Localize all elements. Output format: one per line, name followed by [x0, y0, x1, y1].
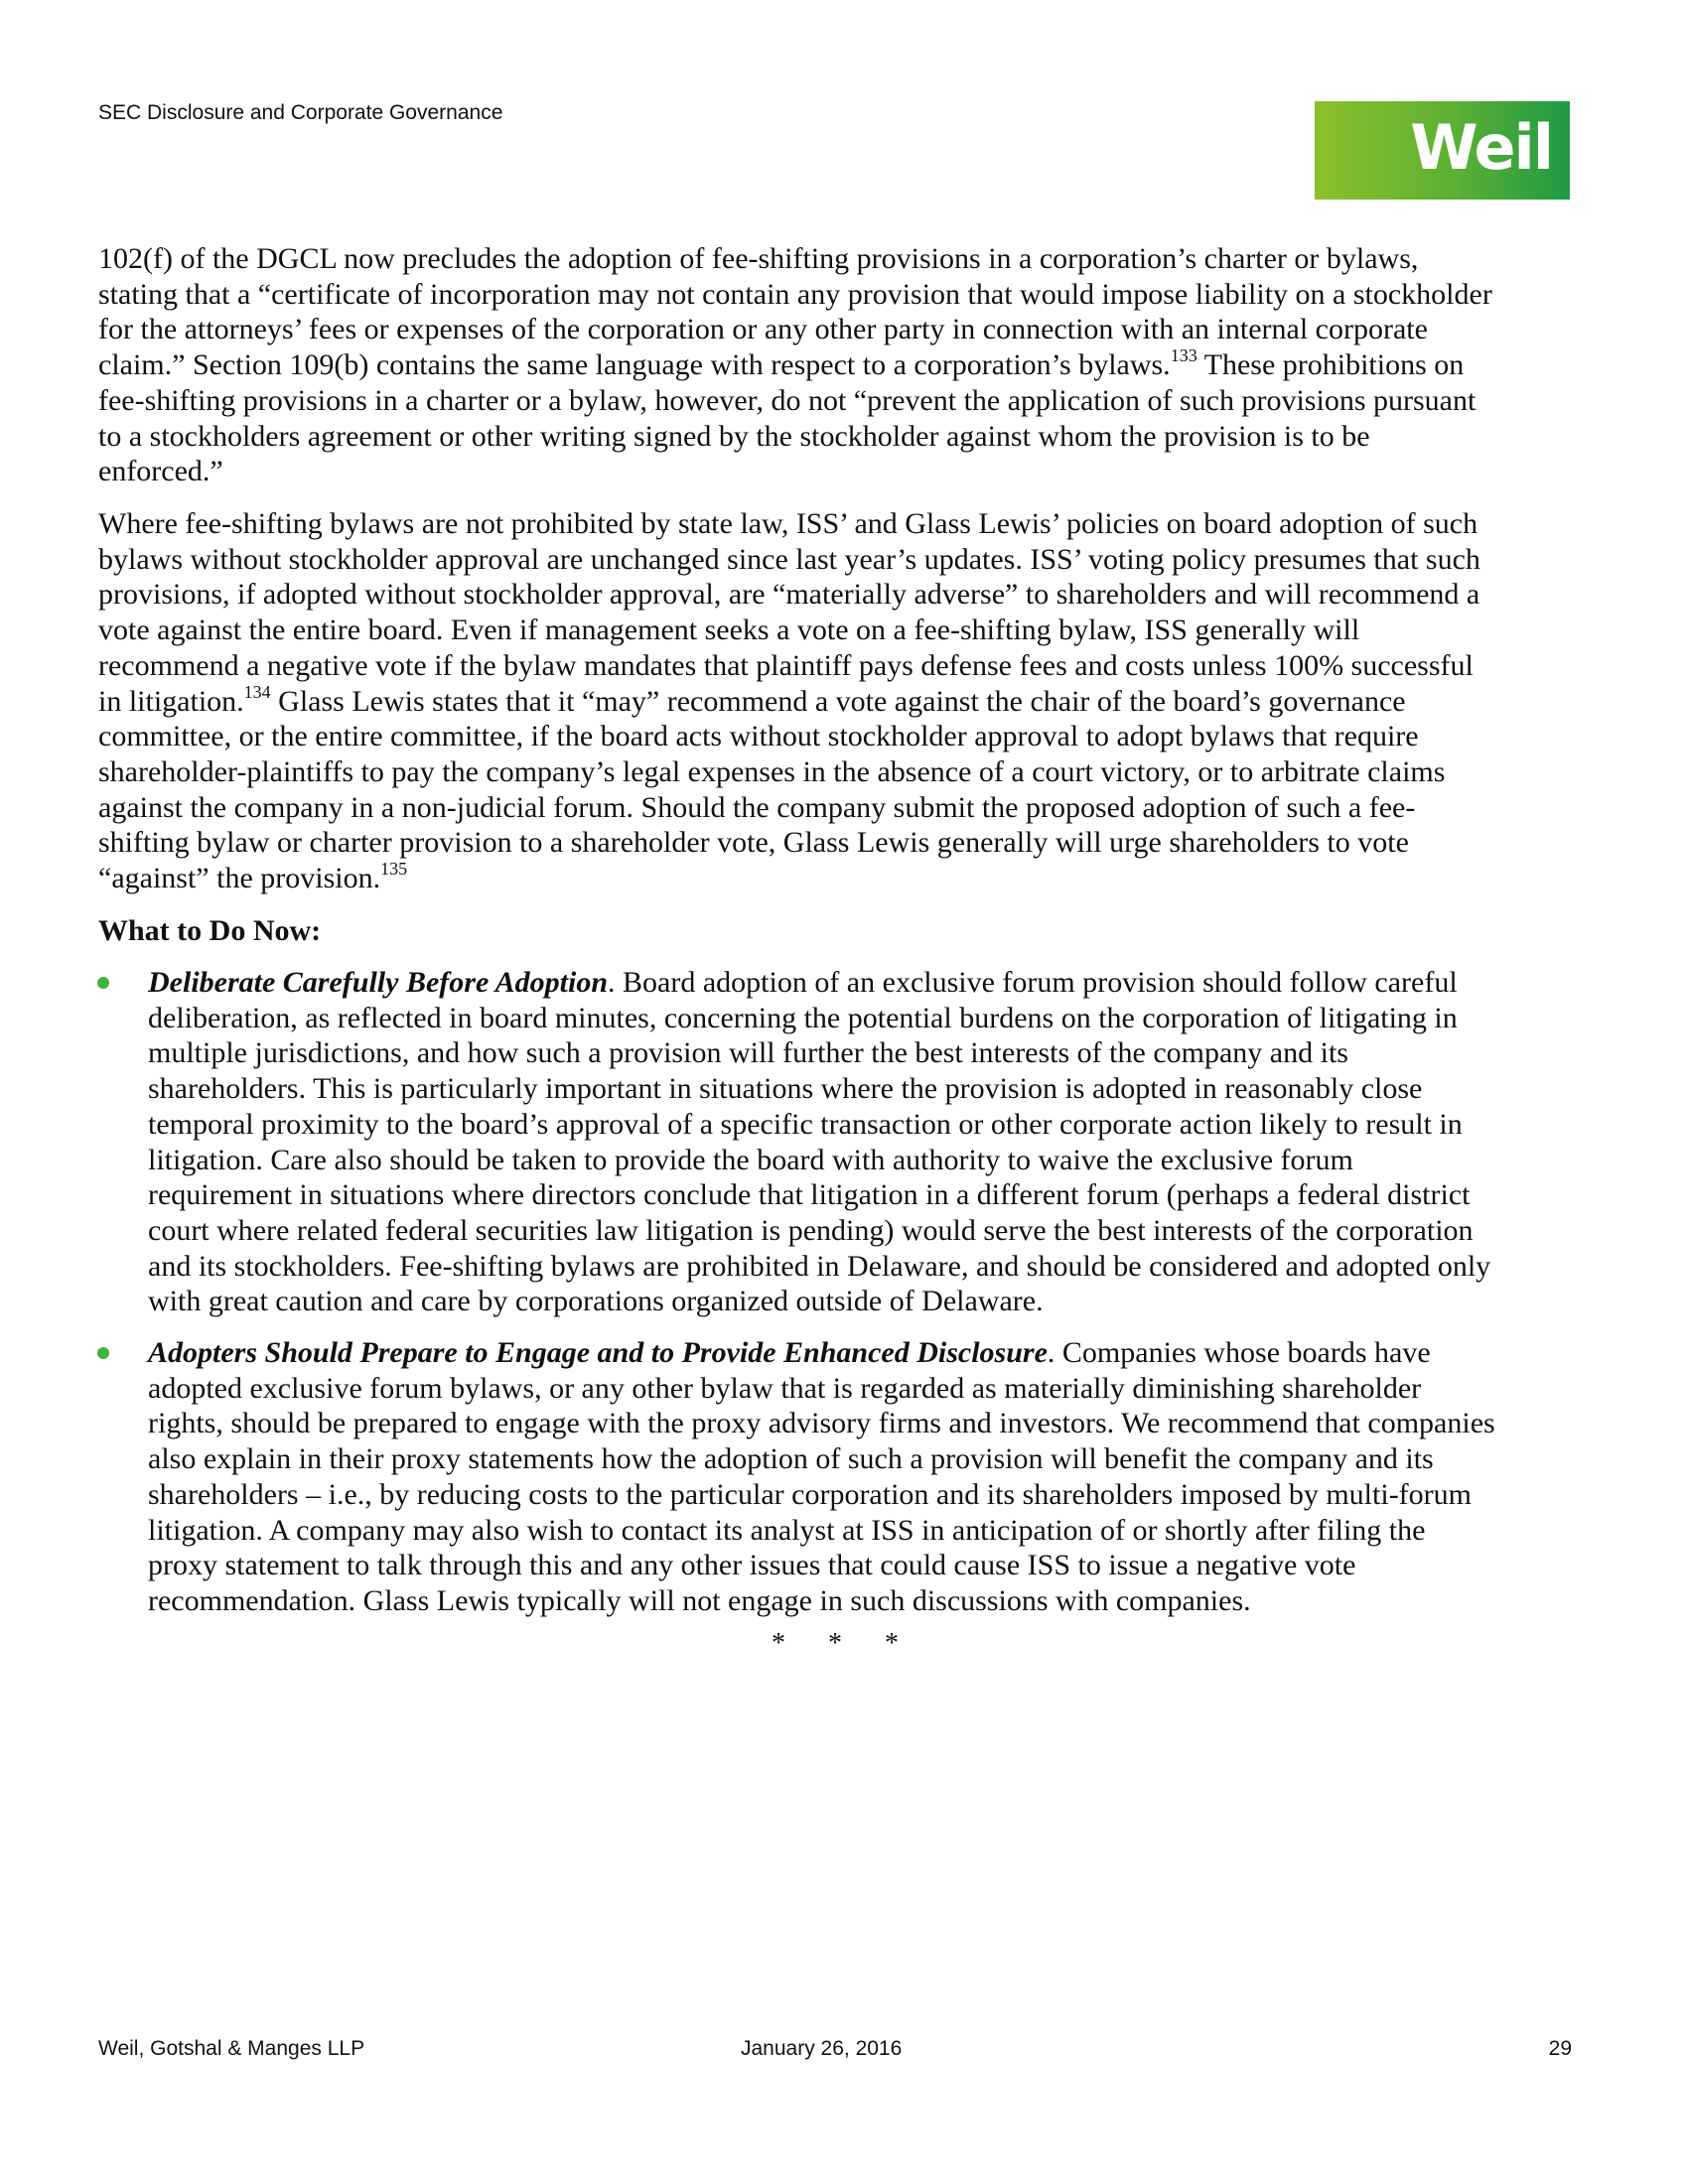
text-segment: multiple jurisdictions, and how such a provision will further the best interests of the company and its [148, 1036, 1348, 1070]
text-segment: shareholders. This is particularly important in situations where the provision is adopted in reasonably close [148, 1072, 1423, 1106]
text-segment: deliberation, as reflected in board minutes, concerning the potential burdens on the corporation of litigating in [148, 1001, 1458, 1034]
text-segment: Glass Lewis states that it “may” recommend a vote against the chair of the board’s governance [270, 684, 1406, 718]
text-segment: enforced.” [98, 455, 223, 488]
text-segment: fee-shifting provisions in a charter or a bylaw, however, do not “prevent the application of such provisions pursuant [98, 383, 1477, 417]
text-segment: These prohibitions on [1196, 348, 1465, 382]
text-line [148, 1177, 1588, 1213]
text-line [148, 1213, 1588, 1249]
text-segment: stating that a “certificate of incorporation may not contain any provision that would impose liability on a stockholder [98, 277, 1492, 311]
bullet-deliberate-carefully [148, 965, 1588, 1319]
text-segment: bylaws without stockholder approval are unchanged since last year’s updates. ISS’ voting policy presumes that such [98, 542, 1480, 576]
text-line [98, 790, 1588, 826]
text-line [148, 1583, 1588, 1619]
text-line [98, 681, 1588, 720]
text-line [98, 719, 1588, 754]
footnote-reference: 134 [243, 681, 271, 702]
text-segment: provisions, if adopted without stockholder approval, are “materially adverse” to shareholders and will recommend a [98, 578, 1480, 612]
text-segment: vote against the entire board. Even if management seeks a vote on a fee-shifting bylaw, ISS generally will [98, 614, 1360, 647]
text-segment: . Board adoption of an exclusive forum provision should follow careful [608, 966, 1458, 999]
text-line [148, 1107, 1588, 1143]
text-segment: requirement in situations where directors conclude that litigation in a different forum (perhaps a federal district [148, 1178, 1471, 1212]
text-line [148, 1441, 1588, 1477]
text-segment: to a stockholders agreement or other writing signed by the stockholder against whom the provision is to be [98, 419, 1370, 453]
text-segment: “against” the provision. [98, 862, 381, 895]
text-segment: claim.” Section 109(b) contains the same language with respect to a corporation’s bylaws. [98, 348, 1171, 382]
text-line [98, 454, 1588, 489]
text-line [148, 1001, 1588, 1036]
text-segment: litigation. Care also should be taken to provide the board with authority to waive the exclusive forum [148, 1143, 1353, 1176]
text-segment: proxy statement to talk through this and any other issues that could cause ISS to issue a negative vote [148, 1549, 1356, 1582]
text-line [148, 1249, 1588, 1285]
text-line [148, 1371, 1588, 1407]
text-line [148, 1548, 1588, 1583]
bullet-icon [97, 1347, 109, 1359]
text-segment: and its stockholders. Fee-shifting bylaws are prohibited in Delaware, and should be considered and adopted only [148, 1249, 1491, 1283]
text-segment: for the attorneys’ fees or expenses of the corporation or any other party in connection with an internal corporate [98, 313, 1428, 346]
text-line [98, 506, 1588, 542]
text-line [148, 1477, 1588, 1513]
text-line [148, 1143, 1588, 1178]
text-line [98, 312, 1588, 347]
section-separator: * * * [772, 1628, 916, 1659]
text-segment: recommend a negative vote if the bylaw mandates that plaintiff pays defense fees and costs unless 100% successful [98, 648, 1474, 682]
text-line [148, 1035, 1588, 1071]
text-line [148, 1284, 1588, 1319]
text-segment: in litigation. [98, 684, 244, 718]
text-line [98, 648, 1588, 684]
text-segment: court where related federal securities law litigation is pending) would serve the best interests of the corporation [148, 1213, 1474, 1247]
text-line [98, 861, 1588, 896]
text-line [98, 577, 1588, 613]
footer-page-number: 29 [1548, 2037, 1572, 2060]
paragraph-proxy-advisor-policies [98, 506, 1588, 896]
text-line [148, 965, 1588, 1001]
text-line [98, 613, 1588, 648]
text-segment: committee, or the entire committee, if the board acts without stockholder approval to adopt bylaws that require [98, 720, 1419, 753]
text-segment: shifting bylaw or charter provision to a shareholder vote, Glass Lewis generally will urge shareholders to vote [98, 826, 1409, 860]
text-line [98, 754, 1588, 790]
text-line [98, 241, 1588, 277]
paragraph-fee-shifting-dgcl [98, 241, 1588, 489]
text-line [148, 1071, 1588, 1107]
text-segment: temporal proximity to the board’s approval of a specific transaction or other corporate action likely to result in [148, 1107, 1463, 1141]
text-segment: recommendation. Glass Lewis typically will not engage in such discussions with companies. [148, 1583, 1251, 1617]
logo-text: Weil [1410, 111, 1552, 184]
text-segment: shareholder-plaintiffs to pay the company’s legal expenses in the absence of a court victory, or to arbitrate claims [98, 754, 1446, 788]
footnote-reference: 133 [1170, 345, 1197, 366]
text-line [98, 542, 1588, 578]
bullet-lead-in: Deliberate Carefully Before Adoption [148, 966, 609, 999]
text-segment: with great caution and care by corporations organized outside of Delaware. [148, 1285, 1044, 1318]
text-segment: litigation. A company may also wish to contact its analyst at ISS in anticipation of or shortly after filing the [148, 1513, 1426, 1547]
text-line [98, 277, 1588, 313]
section-heading: What to Do Now: [98, 914, 322, 947]
footer-date: January 26, 2016 [741, 2037, 903, 2060]
text-segment: also explain in their proxy statements how the adoption of such a provision will benefit the company and its [148, 1442, 1434, 1476]
text-line [98, 347, 1588, 383]
bullet-icon [97, 977, 109, 989]
text-line [98, 383, 1588, 419]
text-segment: shareholders – i.e., by reducing costs to the particular corporation and its shareholders imposed by multi-forum [148, 1477, 1472, 1511]
text-line [148, 1513, 1588, 1549]
footer-firm: Weil, Gotshal & Manges LLP [98, 2037, 365, 2060]
text-segment: rights, should be prepared to engage with the proxy advisory firms and investors. We recommend that companies [148, 1407, 1495, 1440]
bullet-adopters-prepare [148, 1335, 1588, 1619]
weil-logo [1315, 101, 1570, 200]
text-line [98, 825, 1588, 861]
text-segment: adopted exclusive forum bylaws, or any other bylaw that is regarded as materially diminishing shareholder [148, 1371, 1422, 1405]
text-segment: against the company in a non-judicial forum. Should the company submit the proposed adoption of such a fee- [98, 790, 1416, 824]
text-line [148, 1406, 1588, 1441]
text-segment: Where fee-shifting bylaws are not prohibited by state law, ISS’ and Glass Lewis’ policies on board adoption of such [98, 507, 1478, 540]
footnote-reference: 135 [380, 859, 408, 880]
text-segment: 102(f) of the DGCL now precludes the adoption of fee-shifting provisions in a corporation’s charter or bylaws, [98, 242, 1419, 275]
bullet-lead-in: Adopters Should Prepare to Engage and to Provide Enhanced Disclosure [148, 1336, 1048, 1369]
running-header-title: SEC Disclosure and Corporate Governance [98, 101, 503, 124]
text-line [148, 1335, 1588, 1371]
text-segment: . Companies whose boards have [1047, 1336, 1431, 1369]
text-line [98, 419, 1588, 455]
